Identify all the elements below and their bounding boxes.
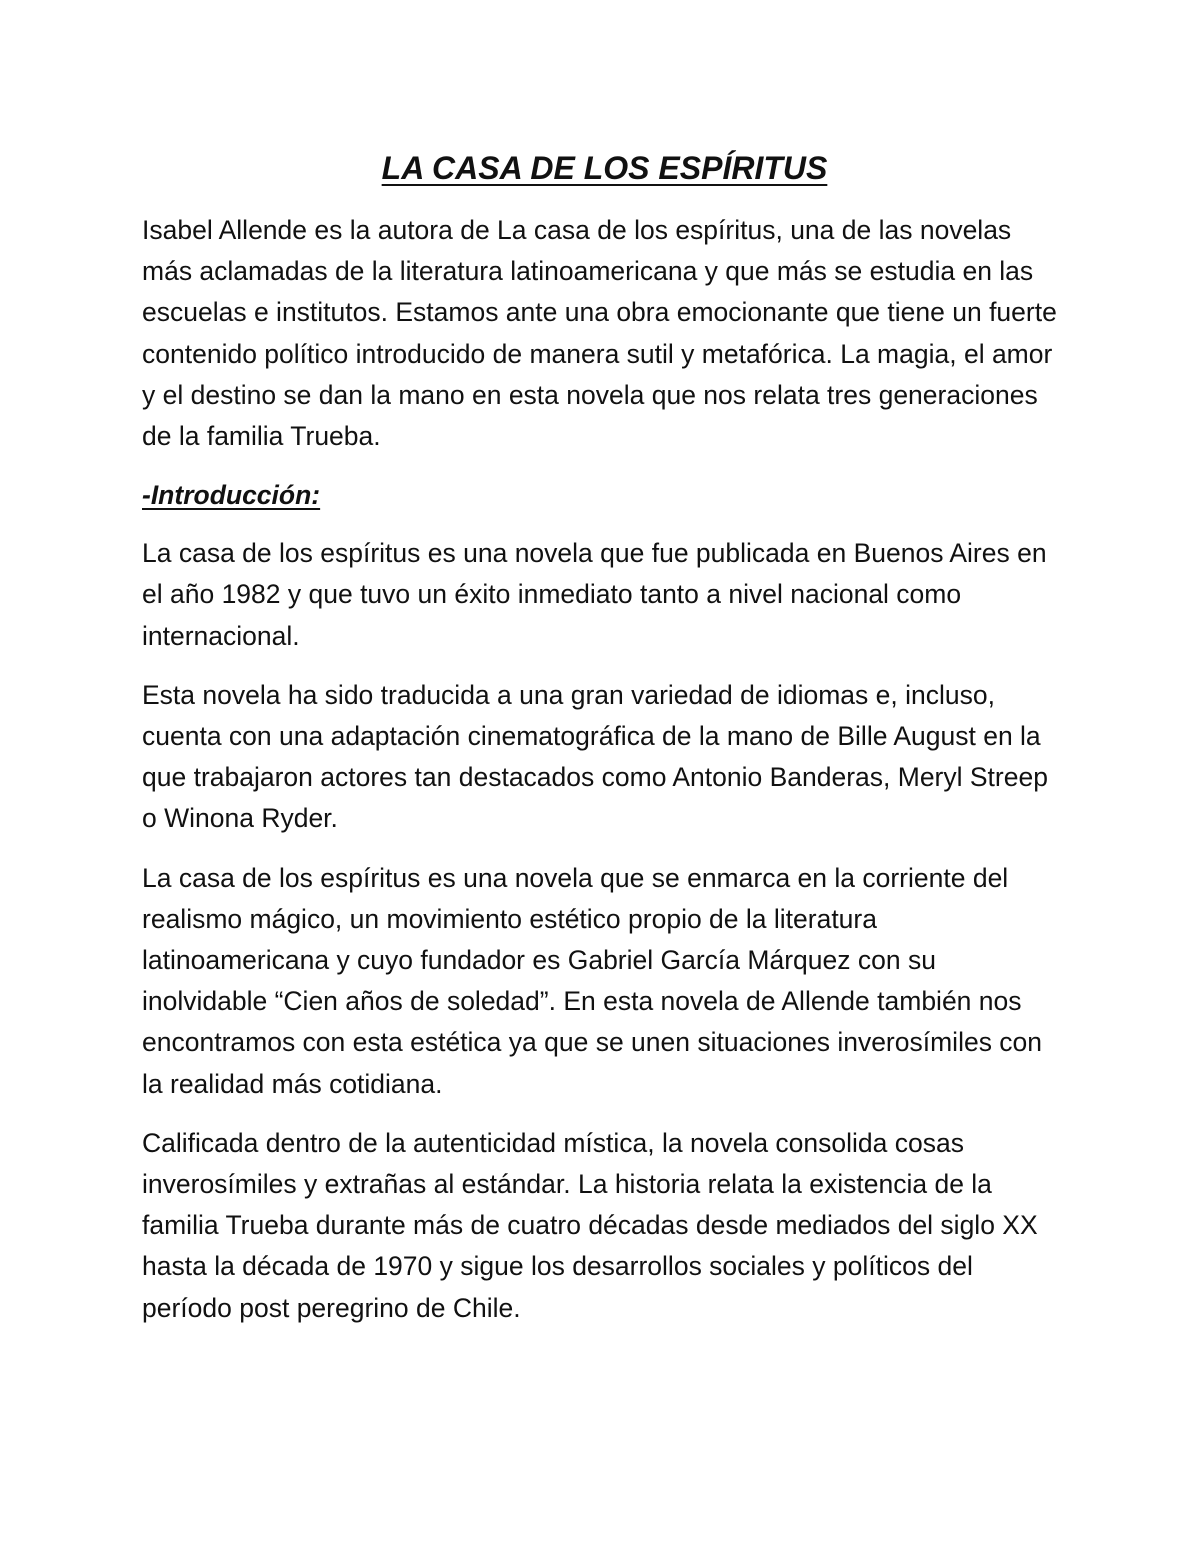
paragraph-mystical-authenticity: Calificada dentro de la autenticidad mística, la novela consolida cosas inverosímiles y extrañas al estándar. La historia relata la existencia de la familia Trueba durante más de cuatro décadas desde mediados del siglo XX hasta la década de 1970 y sigue los desarrollos sociales y políticos del período post peregrino de Chile.: [142, 1127, 1038, 1323]
paragraph-publication: La casa de los espíritus es una novela que fue publicada en Buenos Aires en el año 1982 y que tuvo un éxito inmediato tanto a nivel nacional como internacional.: [142, 538, 1047, 651]
paragraph-translation: Esta novela ha sido traducida a una gran variedad de idiomas e, incluso, cuenta con una adaptación cinematográfica de la mano de Bille August en la que trabajaron actores tan destacados como Antonio Banderas, Meryl Streep o Winona Ryder.: [142, 679, 1048, 834]
document-body: [142, 146, 1067, 1347]
document-title: LA CASA DE LOS ESPÍRITUS: [381, 150, 828, 186]
paragraph-magical-realism: La casa de los espíritus es una novela que se enmarca en la corriente del realismo mágico, un movimiento estético propio de la literatura latinoamericana y cuyo fundador es Gabriel García Márquez con su inolvidable “Cien años de soledad”. En esta novela de Allende también nos encontramos con esta estética ya que se unen situaciones inverosímiles con la realidad más cotidiana.: [142, 862, 1043, 1099]
section-heading-introduccion: -Introducción:: [142, 480, 321, 511]
intro-paragraph: Isabel Allende es la autora de La casa de los espíritus, una de las novelas más aclamadas de la literatura latinoamericana y que más se estudia en las escuelas e institutos. Estamos ante una obra emocionante que tiene un fuerte contenido político introducido de manera sutil y metafórica. La magia, el amor y el destino se dan la mano en esta novela que nos relata tres generaciones de la familia Trueba.: [142, 215, 1057, 452]
